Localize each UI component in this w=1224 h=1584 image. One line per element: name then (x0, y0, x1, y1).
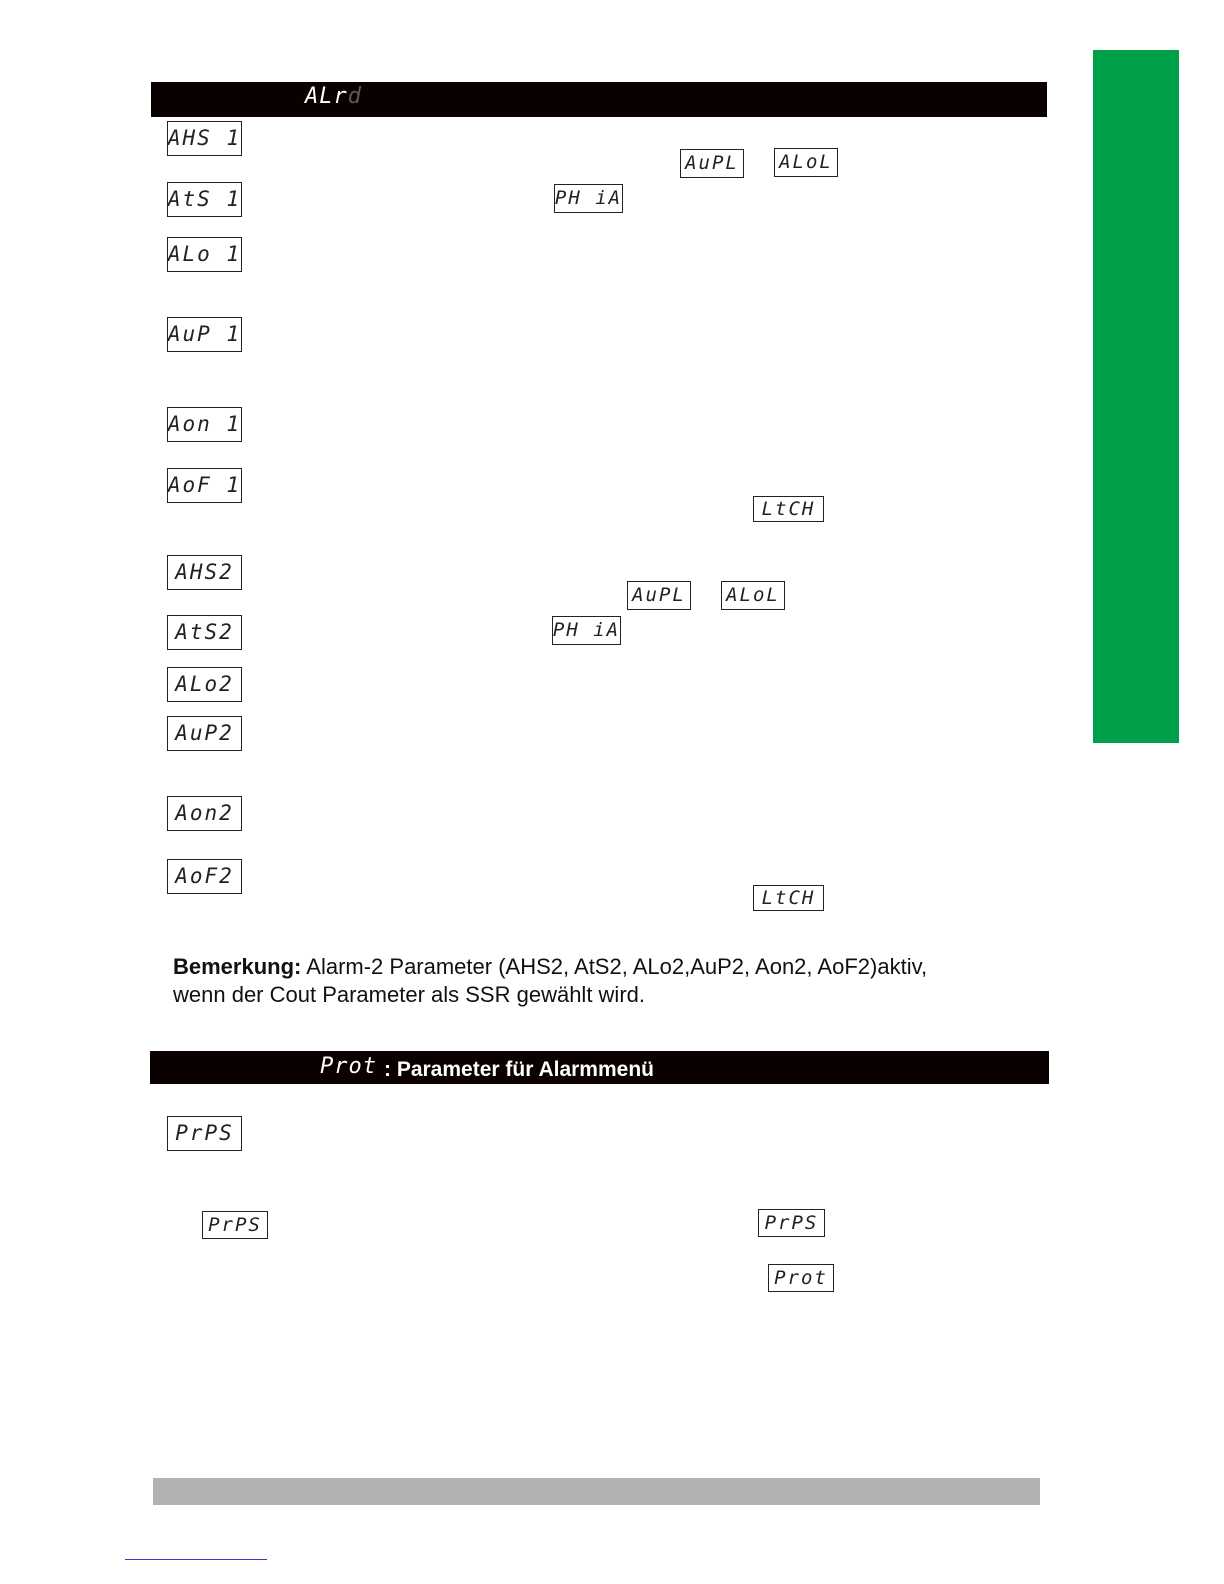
param-ahs2-display: AHS2 (167, 555, 242, 590)
param-ahs1-display: AHS 1 (167, 121, 242, 156)
param-ats1-display: AtS 1 (167, 182, 242, 217)
ref-ltch-2-display: LtCH (753, 885, 824, 911)
prot-section-header (150, 1051, 1049, 1084)
ref-prps-right-display: PrPS (758, 1209, 825, 1237)
param-alo1-display: ALo 1 (167, 237, 242, 272)
ref-prot-display: Prot (768, 1264, 834, 1292)
ref-phia-2-display: PH iA (552, 616, 621, 645)
remark-note (173, 953, 933, 1009)
param-aof2-display: AoF2 (167, 859, 242, 894)
prot-menu-code: Prot (320, 1054, 377, 1079)
prot-section-title: : Parameter für Alarmmenü (384, 1058, 654, 1081)
param-aup1-display: AuP 1 (167, 317, 242, 352)
chapter-side-tab (1093, 50, 1179, 743)
ref-alol-display: ALoL (774, 148, 838, 177)
ref-phia-display: PH iA (554, 184, 623, 213)
footer-link-underline[interactable] (125, 1559, 267, 1560)
param-aon2-display: Aon2 (167, 796, 242, 831)
param-aof1-display: AoF 1 (167, 468, 242, 503)
alarm-menu-code: ALrd (305, 84, 362, 109)
param-alo2-display: ALo2 (167, 667, 242, 702)
param-prps-display: PrPS (167, 1116, 242, 1151)
ref-aupl-display: AuPL (680, 149, 744, 178)
footer-bar (153, 1478, 1040, 1505)
remark-text: Alarm-2 Parameter (AHS2, AtS2, ALo2,AuP2, Aon2, AoF2)aktiv, wenn der Cout Parameter als SSR gewählt wird. (173, 954, 928, 1007)
ref-prps-left-display: PrPS (202, 1211, 268, 1239)
param-aup2-display: AuP2 (167, 716, 242, 751)
param-ats2-display: AtS2 (167, 615, 242, 650)
ref-aupl-2-display: AuPL (627, 581, 691, 610)
ref-ltch-display: LtCH (753, 496, 824, 522)
alarm-section-header (151, 82, 1047, 117)
param-aon1-display: Aon 1 (167, 407, 242, 442)
ref-alol-2-display: ALoL (721, 581, 785, 610)
remark-label: Bemerkung: (173, 954, 302, 979)
